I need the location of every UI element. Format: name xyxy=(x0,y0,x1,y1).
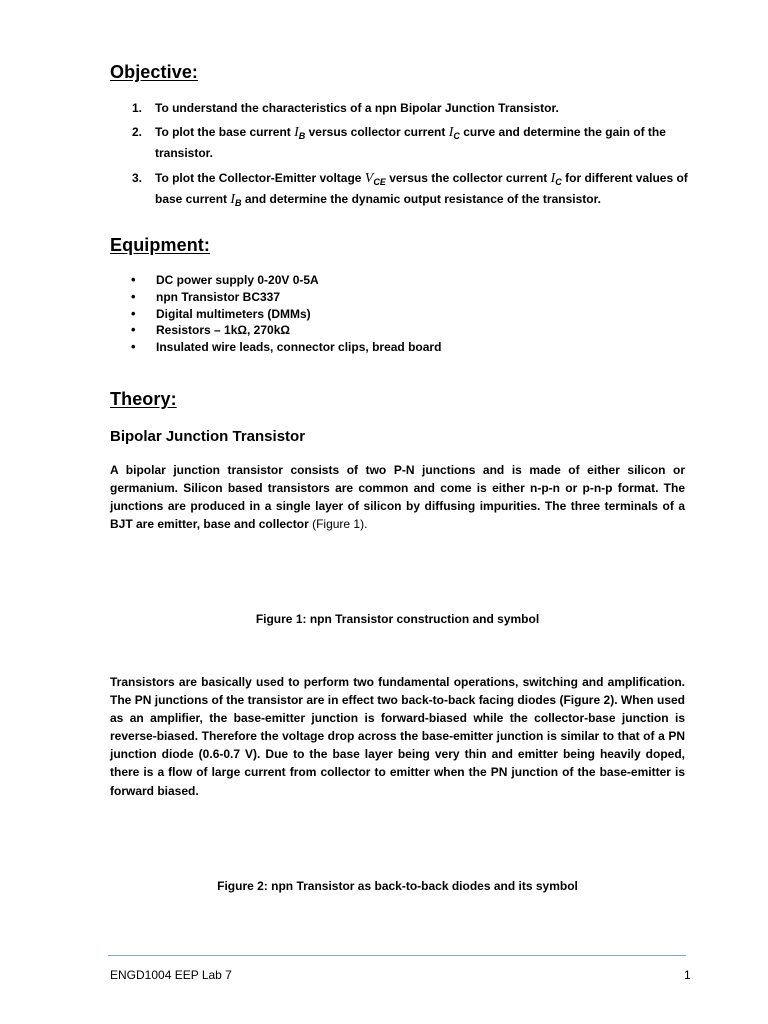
list-item xyxy=(110,124,690,162)
list-text-mid: versus the collector current xyxy=(385,171,551,185)
equipment-list xyxy=(110,272,670,356)
figure-reference: (Figure 1). xyxy=(312,517,368,532)
paragraph-text: A bipolar junction transistor consists of two P-N junctions and is made of either silicon or germanium. Silicon based transistors are common and come is either n-p-n or p-n-p format. The junctions are produced in a single layer of silicon by diffusing impurities. The three terminals of a BJT are emitter, base and collector xyxy=(110,463,685,532)
page-number: 1 xyxy=(684,968,691,982)
list-text-post: and determine the dynamic output resistance of the transistor. xyxy=(241,192,601,206)
list-text-mid2: for different values of base current xyxy=(155,171,688,206)
list-item: • DC power supply 0-20V 0-5A xyxy=(110,272,670,289)
math-var: I xyxy=(230,192,236,207)
list-number: 3. xyxy=(132,171,143,185)
math-subscript: B xyxy=(235,198,242,208)
footer-course-label: ENGD1004 EEP Lab 7 xyxy=(110,968,232,982)
list-text-post: curve and determine the gain of the transistor. xyxy=(155,125,666,160)
theory-paragraph-1 xyxy=(110,461,685,533)
list-item xyxy=(110,170,690,212)
list-text-mid: versus collector current xyxy=(305,125,449,139)
list-text: To understand the characteristics of a npn Bipolar Junction Transistor. xyxy=(155,101,559,115)
list-text-pre: To plot the base current xyxy=(155,125,295,139)
list-item: • Digital multimeters (DMMs) xyxy=(110,306,670,323)
figure-2-caption: Figure 2: npn Transistor as back-to-back diodes and its symbol xyxy=(217,879,578,893)
math-subscript: C xyxy=(453,131,460,141)
theory-heading: Theory: xyxy=(110,389,177,409)
list-text-pre: To plot the Collector-Emitter voltage xyxy=(155,171,365,185)
theory-paragraph-2: Transistors are basically used to perform two fundamental operations, switching and amplification. The PN junctions of the transistor are in effect two back-to-back facing diodes (Figure 2). When used as an amplifier, the base-emitter junction is forward-biased while the collector-base junction is reverse-biased. Therefore the voltage drop across the base-emitter junction is similar to that of a PN junction diode (0.6-0.7 V). Due to the base layer being very thin and emitter being heavily doped, there is a flow of large current from collector to emitter when the PN junction of the base-emitter is forward biased. xyxy=(110,675,685,798)
math-var: V xyxy=(364,171,374,186)
footer-divider xyxy=(108,955,686,956)
equipment-heading: Equipment: xyxy=(110,235,210,255)
list-number: 2. xyxy=(132,125,143,139)
math-var: I xyxy=(448,125,454,140)
objective-heading: Objective: xyxy=(110,62,199,82)
math-var: I xyxy=(294,125,299,140)
list-item: • Resistors – 1kΩ, 270kΩ xyxy=(110,322,670,339)
section-subheading: Bipolar Junction Transistor xyxy=(110,428,306,445)
figure-1-caption: Figure 1: npn Transistor construction and symbol xyxy=(255,612,540,626)
math-subscript: B xyxy=(298,131,306,141)
list-number: 1. xyxy=(132,101,143,115)
math-subscript: CE xyxy=(373,177,386,187)
list-item: • npn Transistor BC337 xyxy=(110,289,670,306)
list-item xyxy=(110,100,690,117)
objective-list xyxy=(110,100,690,212)
math-subscript: C xyxy=(555,177,562,187)
list-item: • Insulated wire leads, connector clips, bread board xyxy=(110,339,670,356)
math-var: I xyxy=(550,171,556,186)
